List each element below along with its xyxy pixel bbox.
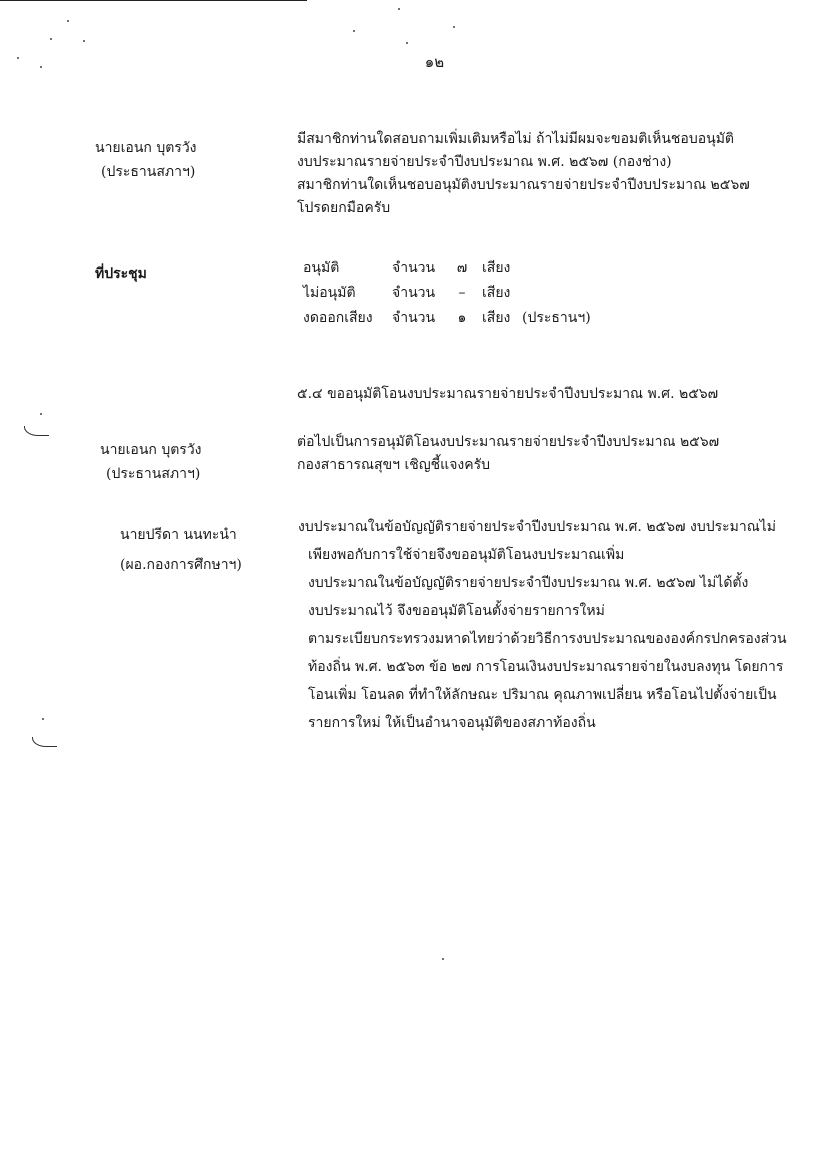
scan-speck: [453, 26, 455, 28]
speaker-block-2: [100, 438, 202, 486]
vote-row: [303, 281, 591, 306]
vote-count: ๑: [457, 310, 467, 326]
meeting-label: ที่ประชุม: [95, 266, 147, 282]
speaker-name: นายเอนก บุตรวัง: [100, 442, 202, 458]
text-line: โปรดยกมือครับ: [297, 200, 391, 216]
text-line: งบประมาณไว้ จึงขออนุมัติโอนตั้งจ่ายรายการใหม่: [308, 603, 605, 619]
text-line: ท้องถิ่น พ.ศ. ๒๕๖๓ ข้อ ๒๗ การโอนเงินงบประมาณรายจ่ายในงบลงทุน โดยการ: [308, 659, 784, 675]
vote-type: งดออกเสียง: [303, 310, 373, 326]
scan-speck: [42, 718, 44, 720]
vote-word: จำนวน: [392, 310, 436, 326]
scan-speck: [398, 8, 400, 10]
text-line: รายการใหม่ ให้เป็นอำนาจอนุมัติของสภาท้องถิ่น: [308, 715, 596, 731]
vote-count: ๗: [456, 260, 468, 276]
text-line: เพียงพอกับการใช้จ่ายจึงขออนุมัติโอนงบประมาณเพิ่ม: [308, 547, 625, 563]
vote-word: จำนวน: [392, 260, 436, 276]
speaker-role: (ประธานสภาฯ): [101, 164, 196, 180]
vote-note: [522, 281, 591, 306]
text-line: ตามระเบียบกระทรวงมหาดไทยว่าด้วยวิธีการงบประมาณขององค์กรปกครองส่วน: [308, 631, 787, 647]
vote-type: อนุมัติ: [303, 260, 340, 276]
vote-row: [303, 306, 591, 331]
vote-results: [303, 256, 591, 331]
vote-type: ไม่อนุมัติ: [303, 285, 356, 301]
page-number: ๑๒: [424, 53, 445, 71]
text-line: ต่อไปเป็นการอนุมัติโอนงบประมาณรายจ่ายประจำปีงบประมาณ ๒๕๖๗: [297, 434, 720, 450]
speaker-role: (ผอ.กองการศึกษาฯ): [120, 557, 242, 573]
vote-note: (ประธานฯ): [522, 310, 591, 326]
text-line: โอนเพิ่ม โอนลด ที่ทำให้ลักษณะ ปริมาณ คุณภาพเปลี่ยน หรือโอนไปตั้งจ่ายเป็น: [308, 687, 777, 703]
text-line: งบประมาณในข้อบัญญัติรายจ่ายประจำปีงบประมาณ พ.ศ. ๒๕๖๗ ไม่ได้ตั้ง: [308, 575, 749, 591]
speaker-block-3: [120, 520, 242, 580]
vote-unit: เสียง: [482, 310, 511, 326]
vote-unit: เสียง: [482, 260, 511, 276]
scan-speck: [67, 20, 69, 22]
vote-count: –: [458, 285, 466, 301]
speaker-block-1: [95, 136, 197, 184]
section-heading: ๕.๔ ขออนุมัติโอนงบประมาณรายจ่ายประจำปีงบประมาณ พ.ศ. ๒๕๖๗: [297, 386, 719, 402]
top-border-line: [0, 0, 307, 1]
text-line: งบประมาณรายจ่ายประจำปีงบประมาณ พ.ศ. ๒๕๖๗ (กองช่าง): [297, 154, 672, 170]
scan-speck: [406, 42, 408, 44]
text-line: มีสมาชิกท่านใดสอบถามเพิ่มเติมหรือไม่ ถ้าไม่มีผมจะขอมติเห็นชอบอนุมัติ: [297, 131, 735, 147]
scan-speck: [50, 38, 52, 40]
text-line: กองสาธารณสุขฯ เชิญชี้แจงครับ: [297, 457, 491, 473]
speech-text-3: [298, 513, 787, 737]
scan-speck: [353, 30, 355, 32]
vote-word: จำนวน: [392, 285, 436, 301]
vote-row: [303, 256, 591, 281]
scan-speck: [40, 413, 42, 415]
text-line: งบประมาณในข้อบัญญัติรายจ่ายประจำปีงบประมาณ พ.ศ. ๒๕๖๗ งบประมาณไม่: [298, 519, 777, 535]
margin-pen-mark: [24, 426, 49, 436]
scan-speck: [442, 958, 444, 960]
vote-note: [522, 256, 591, 281]
speaker-role: (ประธานสภาฯ): [106, 466, 201, 482]
scan-speck: [83, 40, 85, 42]
vote-unit: เสียง: [482, 285, 511, 301]
speaker-name: นายเอนก บุตรวัง: [95, 140, 197, 156]
speaker-name: นายปรีดา นนทะนำ: [120, 527, 237, 543]
margin-pen-mark: [32, 737, 57, 747]
text-line: สมาชิกท่านใดเห็นชอบอนุมัติงบประมาณรายจ่ายประจำปีงบประมาณ ๒๕๖๗: [297, 177, 750, 193]
speech-text-1: [297, 128, 750, 220]
speech-text-2: [297, 431, 719, 477]
